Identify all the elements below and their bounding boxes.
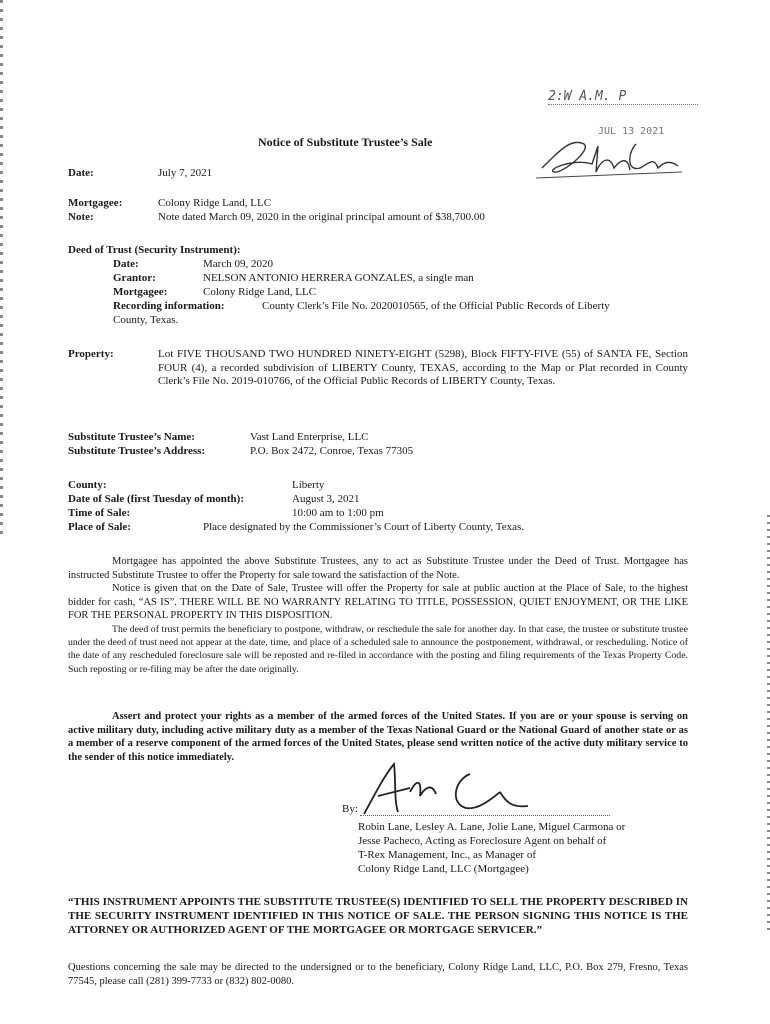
note-label: Note: xyxy=(68,211,94,223)
trustee-name-label: Substitute Trustee’s Name: xyxy=(68,431,195,443)
questions-contact: Questions concerning the sale may be directed to the undersigned or to the beneficiary, Colony Ridge Land, LLC, P.O. Box 279, Fresno, Texas 77545, please call (281) 399-7733 or (832) 802-0080. xyxy=(68,962,688,987)
filed-date-stamp: JUL 13 2021 xyxy=(598,126,665,137)
paragraph-notice: Notice is given that on the Date of Sale, Trustee will offer the Property for sale at public auction at the Place of Sale, to the highest bidder for cash, “AS IS”. THERE WILL BE NO WARRANTY RELATING TO TITLE, POSSESSION, QUIET ENJOYMENT, OR THE LIKE FOR THE PERSONAL PROPERTY IN THIS DISPOSITION. xyxy=(68,583,688,621)
scan-edge-left xyxy=(0,0,3,540)
trustee-address-label: Substitute Trustee’s Address: xyxy=(68,445,206,457)
instrument-statement: “THIS INSTRUMENT APPOINTS THE SUBSTITUTE TRUSTEE(S) IDENTIFIED TO SELL THE PROPERTY DESCRIBED IN THE SECURITY INSTRUMENT IDENTIFIED IN THIS NOTICE OF SALE. THE PERSON SIGNING THIS NOTICE IS THE ATTORNEY OR AUTHORIZED AGENT OF THE MORTGAGEE OR MORTGAGE SERVICER.” xyxy=(68,896,688,936)
deed-heading: Deed of Trust (Security Instrument): xyxy=(68,244,241,256)
deed-mortgagee-label: Mortgagee: xyxy=(113,286,168,298)
mortgagee-label: Mortgagee: xyxy=(68,197,123,209)
date-label: Date: xyxy=(68,167,94,179)
date-value: July 7, 2021 xyxy=(158,167,213,179)
signatory-line-1: Robin Lane, Lesley A. Lane, Jolie Lane, Miguel Carmona or xyxy=(358,821,626,833)
clerk-signature-image xyxy=(532,128,692,188)
stamp-underline xyxy=(548,104,698,105)
grantor-value: NELSON ANTONIO HERRERA GONZALES, a single man xyxy=(203,272,474,284)
sale-time-label: Time of Sale: xyxy=(68,507,131,519)
paragraph-postpone: The deed of trust permits the beneficiary to postpone, withdraw, or reschedule the sale for another day. In that case, the trustee or substitute trustee under the deed of trust need not appear at the date, time, and place of a scheduled sale to announce the postponement, withdrawal, or rescheduling. Notice of the date of any rescheduled foreclosure sale will be reposted and re-filed in accordance with the posting and filing requirements of the Texas Property Code. Such reposting or re-filing may be after the date originally. xyxy=(68,624,688,675)
by-label: By: xyxy=(342,803,358,815)
agent-signature-image xyxy=(350,752,550,822)
sale-time-value: 10:00 am to 1:00 pm xyxy=(292,507,384,519)
filing-time-stamp: 2:W A.M. P xyxy=(548,89,627,104)
document-title: Notice of Substitute Trustee’s Sale xyxy=(258,135,433,149)
sale-date-label: Date of Sale (first Tuesday of month): xyxy=(68,493,244,505)
signatory-line-3: T-Rex Management, Inc., as Manager of xyxy=(358,849,536,861)
trustee-name-value: Vast Land Enterprise, LLC xyxy=(250,431,369,443)
sale-place-label: Place of Sale: xyxy=(68,521,131,533)
property-label: Property: xyxy=(68,348,114,360)
recording-label: Recording information: xyxy=(113,300,225,312)
paragraph-military: Assert and protect your rights as a member of the armed forces of the United States. If you are or your spouse is serving on active military duty, including active military duty as a member of the Texas National Guard or the National Guard of another state or as a member of a reserve component of the armed forces of the United States, please send written notice of the active duty military service to the sender of this notice immediately. xyxy=(68,711,688,763)
sale-date-value: August 3, 2021 xyxy=(292,493,360,505)
paragraph-appointment: Mortgagee has appointed the above Substitute Trustees, any to act as Substitute Trustee under the Deed of Trust. Mortgagee has instructed Substitute Trustee to offer the Property for sale toward the satisfaction of the Note. xyxy=(68,556,688,581)
deed-mortgagee-value: Colony Ridge Land, LLC xyxy=(203,286,317,298)
county-label: County: xyxy=(68,479,107,491)
trustee-address-value: P.O. Box 2472, Conroe, Texas 77305 xyxy=(250,445,414,457)
deed-date-value: March 09, 2020 xyxy=(203,258,273,270)
sale-place-value: Place designated by the Commissioner’s Court of Liberty County, Texas. xyxy=(203,521,525,533)
recording-cont: County, Texas. xyxy=(113,314,179,326)
signatory-line-2: Jesse Pacheco, Acting as Foreclosure Agent on behalf of xyxy=(358,835,607,847)
mortgagee-value: Colony Ridge Land, LLC xyxy=(158,197,272,209)
grantor-label: Grantor: xyxy=(113,272,156,284)
signatory-line-4: Colony Ridge Land, LLC (Mortgagee) xyxy=(358,863,529,875)
deed-date-label: Date: xyxy=(113,258,139,270)
county-value: Liberty xyxy=(292,479,325,491)
property-description: Lot FIVE THOUSAND TWO HUNDRED NINETY-EIGHT (5298), Block FIFTY-FIVE (55) of SANTA FE, Section FOUR (4), a recorded subdivision of LIBERTY County, TEXAS, according to the Map or Plat recorded in County Clerk’s File No. 2019-010766, of the Official Public Records of LIBERTY County, Texas. xyxy=(158,348,688,387)
recording-value: County Clerk’s File No. 2020010565, of the Official Public Records of Liberty xyxy=(262,300,610,312)
note-value: Note dated March 09, 2020 in the original principal amount of $38,700.00 xyxy=(158,211,485,223)
